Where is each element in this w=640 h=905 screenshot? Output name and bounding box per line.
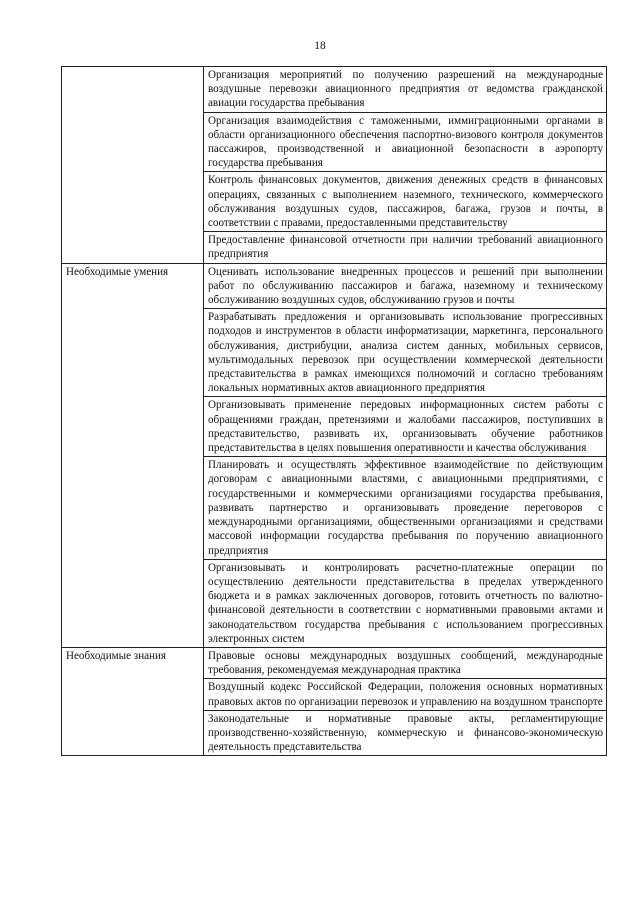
table-cell: Предоставление финансовой отчетности при наличии требований авиационного предприятия <box>204 232 607 263</box>
section-label-cell <box>62 67 204 264</box>
table-row <box>62 647 607 678</box>
competency-table <box>61 66 607 756</box>
table-cell: Планировать и осуществлять эффективное взаимодействие по действующим договорам с авиационными властями, с авиационными предприятиями, с государственными и коммерческими организациями государства пребывания, развивать партнерство и организовывать проведение переговоров с международными организациями, общественными организациями и средствами массовой информации государства пребывания по поручению авиационного предприятия <box>204 457 607 559</box>
table-cell: Разрабатывать предложения и организовывать использование прогрессивных подходов и инструментов в области информатизации, маркетинга, персонального обслуживания, дистрибуции, анализа систем данных, мобильных сервисов, мультимодальных перевозок при осуществлении коммерческой деятельности представительства в рамках имеющихся полномочий и согласно требованиям локальных нормативных актов авиационного предприятия <box>204 309 607 397</box>
table-cell: Контроль финансовых документов, движения денежных средств в финансовых операциях, связанных с выполнением наземного, технического, коммерческого обслуживания воздушных судов, пассажиров, багажа, грузов и почты, в соответствии с правами, предоставленными представительству <box>204 172 607 232</box>
section-label-knowledge: Необходимые знания <box>62 647 204 755</box>
table-cell: Организация взаимодействия с таможенными, иммиграционными органами в области организационного обеспечения паспортно-визового контроля документов пассажиров, производственной и авиационной безопасности в аэропорту государства пребывания <box>204 112 607 172</box>
table-cell: Оценивать использование внедренных процессов и решений при выполнении работ по обслуживанию пассажиров и багажа, наземному и техническому обслуживанию воздушных судов, обслуживанию грузов и почты <box>204 263 607 309</box>
table-row <box>62 67 607 113</box>
table-cell: Законодательные и нормативные правовые акты, регламентирующие производственно-хозяйственную, коммерческую и финансово-экономическую деятельность представительства <box>204 710 607 756</box>
page-number: 18 <box>314 40 326 52</box>
table-cell: Организовывать применение передовых информационных систем работы с обращениями граждан, претензиями и жалобами пассажиров, поступивших в представительство, развивать их, организовывать обучение работников представительства в целях повышения оперативности и качества обслуживания <box>204 397 607 457</box>
table-row <box>62 263 607 309</box>
table-cell: Правовые основы международных воздушных сообщений, международные требования, рекомендуемая международная практика <box>204 647 607 678</box>
table-cell: Воздушный кодекс Российской Федерации, положения основных нормативных правовых актов по организации перевозок и управлению на воздушном транспорте <box>204 679 607 710</box>
section-label-skills: Необходимые умения <box>62 263 204 647</box>
table-cell: Организация мероприятий по получению разрешений на международные воздушные перевозки авиационного предприятия от ведомства гражданской авиации государства пребывания <box>204 67 607 113</box>
table-cell: Организовывать и контролировать расчетно-платежные операции по осуществлению деятельности представительства в пределах утвержденного бюджета и в рамках заключенных договоров, готовить отчетность по валютно-финансовой деятельности в соответствии с нормативными правовыми актами и законодательством государства пребывания с использованием прогрессивных электронных систем <box>204 559 607 647</box>
